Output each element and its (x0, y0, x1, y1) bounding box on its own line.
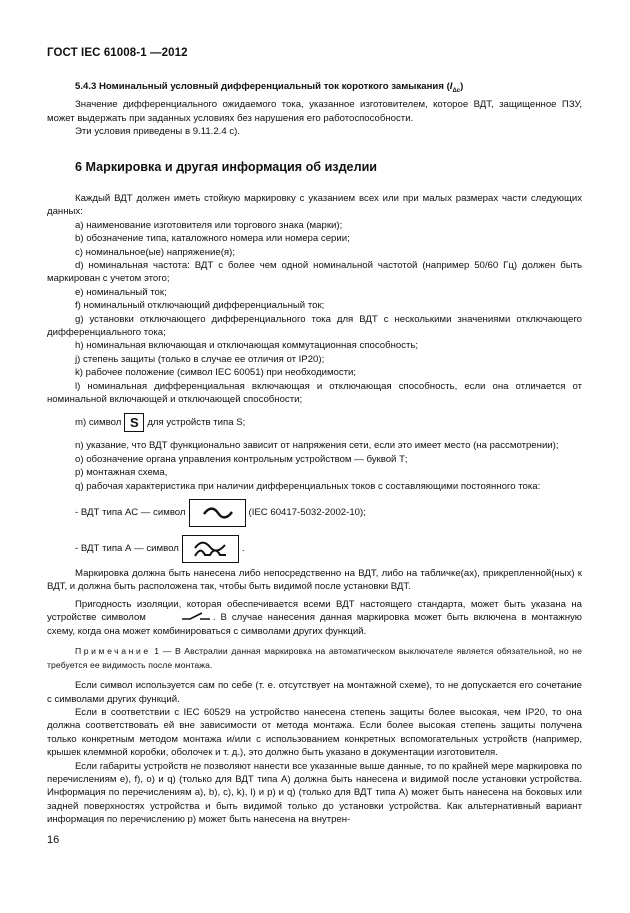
list-item-q: q) рабочая характеристика при наличии дифференциальных токов с составляющими постоянного тока: (75, 480, 541, 492)
section-5-4-3-paragraph: Значение дифференциального ожидаемого тока, указанное изготовителем, которое ВДТ, защищенное ПЗУ, может выдержать при заданных условиях без нарушения его работоспособности. (47, 99, 582, 124)
iec-60529-paragraph: Если в соответствии с IEC 60529 на устройство нанесена степень защиты более высокая, чем IP20, то она должна соответствовать ей вне зависимости от метода монтажа. Если более высокая степень защиты получена только конкретным методом монтажа и/или с использованием конкретных вспомогательных устройств (например, крышек клеммной коробки, оболочек и т. д.), это должно быть указано в документации изготовителя. (47, 706, 582, 759)
ac-wave-symbol-icon (189, 499, 246, 527)
document-header: ГОСТ IEC 61008-1 —2012 (47, 47, 188, 59)
list-item-p: p) монтажная схема, (75, 467, 168, 479)
isolation-switch-symbol-icon (153, 611, 211, 624)
list-item-f: f) номинальный отключающий дифференциальный ток; (75, 300, 325, 312)
list-item-c: c) номинальное(ые) напряжение(я); (75, 246, 235, 258)
pulsating-dc-symbol-icon (182, 535, 239, 563)
page-body (47, 80, 582, 827)
symbol-alone-paragraph: Если символ используется сам по себе (т. е. отсутствует на монтажной схеме), то не допускается его сочетание с символами других функций. (47, 680, 582, 705)
section-5-4-3-reference: Эти условия приведены в 9.11.2.4 с). (75, 126, 240, 138)
list-item-b: b) обозначение типа, каталожного номера или номера серии; (75, 233, 350, 245)
type-s-symbol-icon: S (124, 413, 144, 432)
list-item-o: o) обозначение органа управления контрольным устройством — буквой Т; (75, 453, 408, 465)
note-1: Примечание 1 — В Австралии данная маркировка на автоматическом выключателе является обязательной, но не требуется ее видимость после монтажа. (47, 646, 582, 670)
type-a-row: - ВДТ типа А — символ . (47, 535, 582, 563)
page-number: 16 (47, 834, 60, 846)
list-item-e: e) номинальный ток; (75, 286, 167, 298)
list-item-j: j) степень защиты (только в случае ее отличия от IP20); (75, 353, 325, 365)
section-6-intro: Каждый ВДТ должен иметь стойкую маркировку с указанием всех или при малых размерах части следующих данных: (47, 192, 582, 218)
marking-paragraph: Маркировка должна быть нанесена либо непосредственно на ВДТ, либо на табличке(ах), прикрепленной(ных) к ВДТ, и должна быть расположена так, чтобы быть видимой после установки ВДТ. (47, 568, 582, 593)
list-item-d: d) номинальная частота: ВДТ с более чем одной номинальной частотой (например 50/60 Гц) должен быть маркирован с учетом этого; (47, 259, 582, 285)
list-item-m: m) символ S для устройств типа S; (75, 415, 246, 431)
list-item-n: n) указание, что ВДТ функционально зависит от напряжения сети, если это имеет место (на рассмотрении); (75, 440, 559, 452)
list-item-g: g) установки отключающего дифференциального тока для ВДТ с несколькими значениями отключающего дифференциального тока; (47, 313, 582, 338)
section-6-title: 6 Маркировка и другая информация об изделии (75, 159, 378, 174)
isolation-paragraph: Пригодность изоляции, которая обеспечивается всеми ВДТ настоящего стандарта, может быть указана на устройстве символом . В случае нанесения данная маркировка может быть включена в монтажную схему, когда она может комбинироваться с символами других функций. (47, 598, 583, 637)
type-ac-row: - ВДТ типа АС — символ (IEC 60417-5032-2002-10); (47, 499, 582, 527)
list-item-h: h) номинальная включающая и отключающая коммутационная способность; (75, 340, 419, 352)
section-5-4-3-title: 5.4.3 Номинальный условный дифференциальный ток короткого замыкания $(I_{\Delta c})$ (75, 81, 464, 94)
list-item-a: a) наименование изготовителя или торгового знака (марки); (75, 219, 343, 231)
list-item-k: k) рабочее положение (символ IEC 60051) при необходимости; (75, 367, 357, 379)
list-item-l: l) номинальная дифференциальная включающая и отключающая способность, если она отличается от номинальной включающей и отключающей способности; (47, 380, 582, 406)
dimensions-paragraph: Если габариты устройств не позволяют нанести все указанные выше данные, то по крайней мере маркировка по перечислениям е), f), о) и q) (только для ВДТ типа А) должна быть нанесена и видимой после установки устройства. Информация по перечислениям а), b), с), k), l) и р) и q) (только для ВДТ типа А) может быть нанесена на боковых или задней поверхностях устройства и быть видимой только до установки устройства. Как альтернативный вариант информация по перечислению р) может быть нанесена на внутрен- (47, 760, 582, 826)
